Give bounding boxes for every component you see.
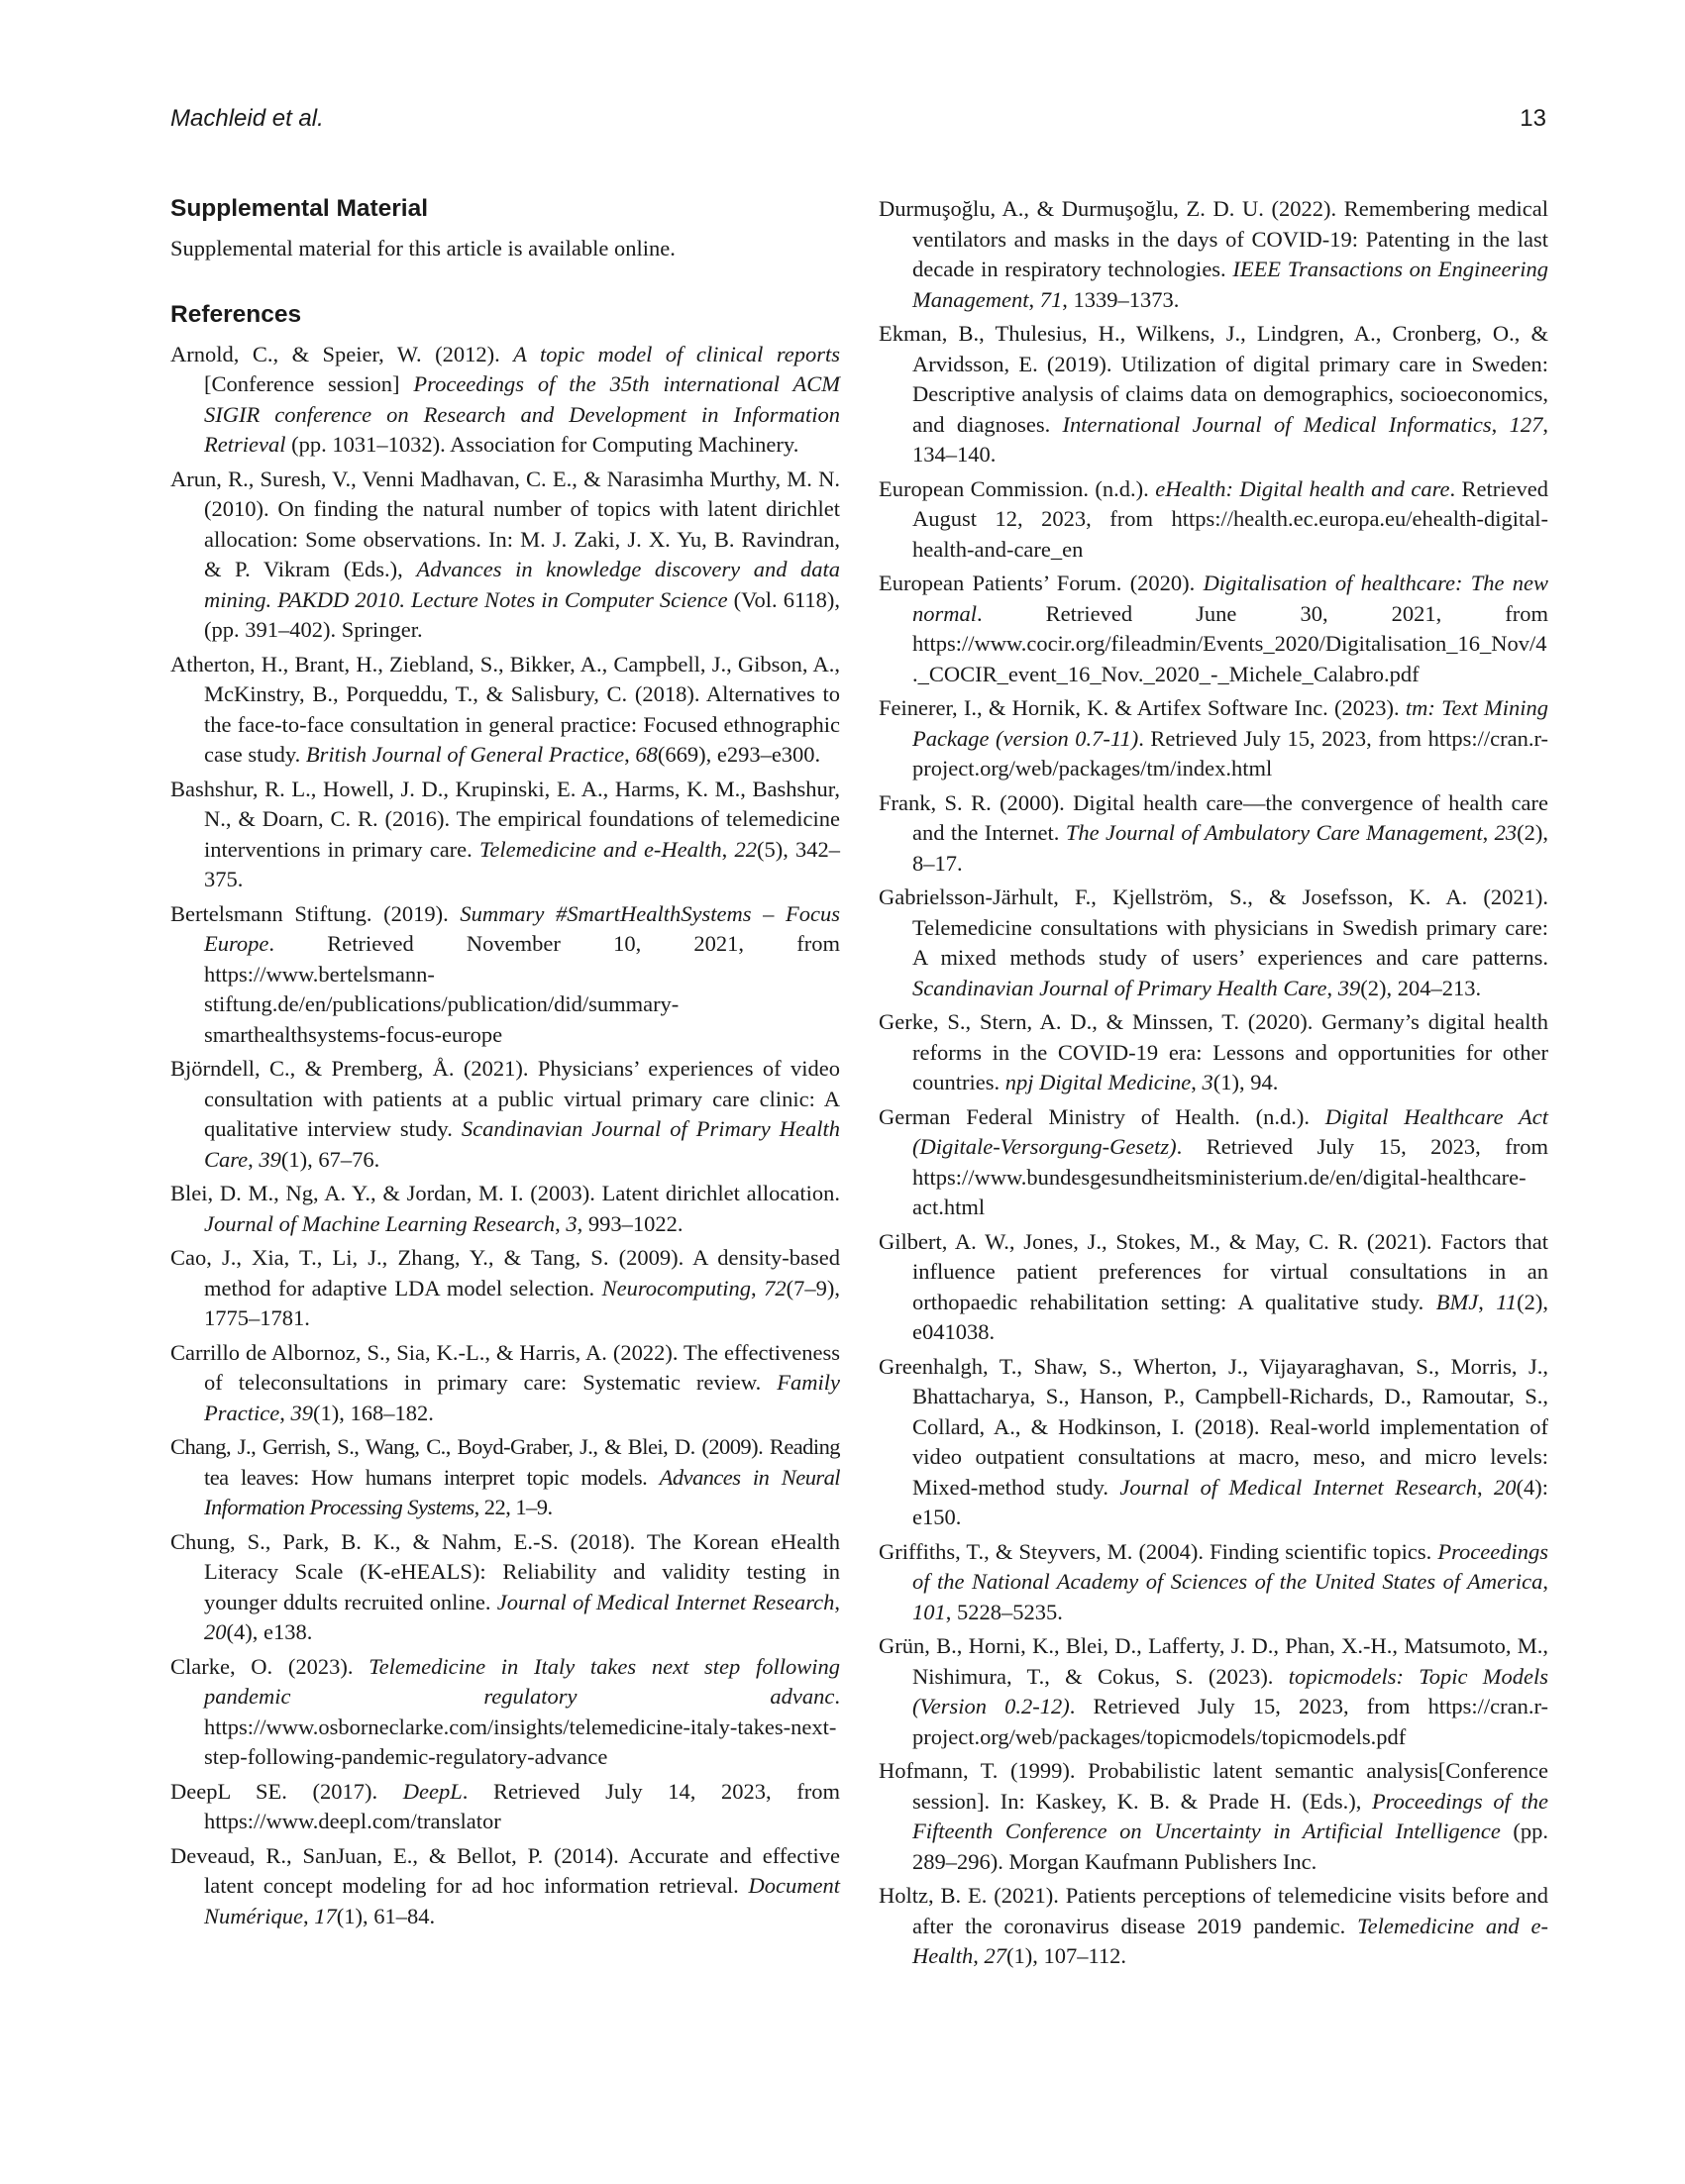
- reference-entry: [879, 1007, 1548, 1098]
- reference-segment: . Retrieved July 14, 2023, from https://www.deepl.com/translator: [204, 1778, 840, 1833]
- reference-segment: , 134–140.: [912, 411, 1548, 467]
- reference-entry: [879, 474, 1548, 566]
- reference-italic-segment: BMJ: [1435, 1289, 1479, 1314]
- reference-segment: ,: [248, 1146, 260, 1172]
- reference-segment: , 5228–5235.: [945, 1599, 1063, 1624]
- reference-entry: [170, 775, 840, 895]
- reference-entry: [879, 1756, 1548, 1877]
- supplemental-heading: Supplemental Material: [170, 195, 429, 222]
- reference-italic-segment: Proceedings of the Fifteenth Conference on Uncertainty in Artificial Intelligence: [912, 1788, 1549, 1843]
- reference-italic-segment: 27: [984, 1943, 1006, 1968]
- reference-italic-segment: Journal of Medical Internet Research: [496, 1589, 835, 1614]
- reference-italic-segment: tm: Text Mining Package (version 0.7-11): [912, 695, 1548, 751]
- reference-italic-segment: 39: [259, 1146, 281, 1172]
- reference-italic-segment: A topic model of clinical reports: [513, 341, 840, 366]
- reference-italic-segment: Advances in knowledge discovery and data mining. PAKDD 2010. Lecture Notes in Computer Science: [204, 557, 840, 612]
- reference-entry: [879, 194, 1548, 315]
- reference-segment: Greenhalgh, T., Shaw, S., Wherton, J., Vijayaraghavan, S., Morris, J., Bhattacharya, S., Hanson, P., Campbell-Richards, D., Ramoutar, S., Collard, A., & Hodkinson, I. (2018). Real-world implementation of video outpatient consultations at macro, meso, and micro levels: Mixed-method study.: [879, 1353, 1548, 1500]
- reference-segment: Ekman, B., Thulesius, H., Wilkens, J., Lindgren, A., Cronberg, O., & Arvidsson, E. (2019). Utilization of digital primary care in Sweden: Descriptive analysis of claims data on demographics, socioeconomics, and diagnoses.: [879, 321, 1548, 437]
- reference-segment: ,: [279, 1400, 291, 1425]
- reference-segment: . Retrieved June 30, 2021, from https://www.cocir.org/fileadmin/Events_2020/Digitalisation_16_Nov/4._COCIR_event_16_Nov._2020_-_Michele_Calabro.pdf: [912, 600, 1548, 686]
- reference-italic-segment: topicmodels: Topic Models (Version 0.2-12): [912, 1663, 1549, 1718]
- reference-italic-segment: 3: [566, 1210, 578, 1236]
- reference-segment: Deveaud, R., SanJuan, E., & Bellot, P. (2014). Accurate and effective latent concept modeling for ad hoc information retrieval.: [170, 1842, 840, 1898]
- reference-segment: Blei, D. M., Ng, A. Y., & Jordan, M. I. (2003). Latent dirichlet allocation.: [170, 1181, 840, 1205]
- reference-italic-segment: Proceedings of the 35th international ACM SIGIR conference on Research and Development in Information Retrieval: [204, 371, 840, 457]
- reference-segment: (pp. 1031–1032). Association for Computing Machinery.: [285, 432, 799, 457]
- reference-entry: [170, 899, 840, 1051]
- reference-entry: [170, 1777, 840, 1837]
- reference-entry: [170, 1432, 840, 1523]
- reference-segment: ,: [973, 1943, 985, 1968]
- reference-entry: [879, 883, 1548, 1003]
- reference-segment: . Retrieved August 12, 2023, from https://health.ec.europa.eu/ehealth-digital-health-and-care_en: [912, 475, 1548, 562]
- reference-entry: [170, 650, 840, 771]
- reference-segment: (1), 168–182.: [312, 1400, 434, 1425]
- reference-italic-segment: Telemedicine and e-Health: [912, 1913, 1548, 1968]
- references-heading: References: [170, 300, 302, 328]
- reference-segment: (pp. 289–296). Morgan Kaufmann Publishers Inc.: [912, 1819, 1548, 1874]
- reference-italic-segment: Proceedings of the National Academy of Sciences of the United States of America: [912, 1538, 1548, 1594]
- reference-segment: (2), 204–213.: [1360, 975, 1482, 1000]
- reference-segment: ,: [1028, 286, 1040, 312]
- reference-entry: [170, 1527, 840, 1648]
- reference-entry: [170, 1841, 840, 1932]
- reference-segment: Frank, S. R. (2000). Digital health care—the convergence of health care and the Internet.: [879, 789, 1548, 845]
- reference-segment: ,: [555, 1210, 567, 1236]
- reference-entry: [170, 1054, 840, 1175]
- reference-entry: [170, 1243, 840, 1334]
- reference-segment: , 1339–1373.: [1062, 286, 1180, 312]
- reference-segment: (669), e293–e300.: [657, 742, 821, 767]
- reference-segment: Gilbert, A. W., Jones, J., Stokes, M., & May, C. R. (2021). Factors that influence patient preferences for virtual consultations in an orthopaedic rehabilitation setting: A qualitative study.: [879, 1228, 1548, 1314]
- reference-italic-segment: 20: [204, 1619, 227, 1644]
- reference-entry: [879, 788, 1548, 880]
- reference-italic-segment: Scandinavian Journal of Primary Health Care: [204, 1116, 841, 1172]
- left-column: [170, 194, 840, 1935]
- reference-segment: ,: [721, 836, 735, 862]
- reference-italic-segment: Telemedicine and e-Health: [478, 836, 722, 862]
- reference-italic-segment: Digital Healthcare Act (Digitale-Versorgung-Gesetz): [912, 1103, 1548, 1159]
- reference-segment: . Retrieved July 15, 2023, from https://www.bundesgesundheitsministerium.de/en/digital-healthcare-act.html: [912, 1134, 1548, 1219]
- reference-segment: Arun, R., Suresh, V., Venni Madhavan, C. E., & Narasimha Murthy, M. N. (2010). On finding the natural number of topics with latent dirichlet allocation: Some observations. In: M. J. Zaki, J. X. Yu, B. Ravindran, & P. Vikram (Eds.),: [170, 466, 840, 581]
- reference-entry: [879, 1881, 1548, 1972]
- reference-segment: , 993–1022.: [577, 1210, 684, 1236]
- reference-entry: [170, 340, 840, 461]
- reference-italic-segment: eHealth: Digital health and care: [1155, 475, 1450, 501]
- reference-italic-segment: Neurocomputing: [601, 1275, 752, 1300]
- running-head: [170, 105, 1546, 145]
- reference-segment: ,: [1491, 411, 1510, 437]
- reference-segment: Gabrielsson-Järhult, F., Kjellström, S., & Josefsson, K. A. (2021). Telemedicine consultations with physicians in Swedish primary care: A mixed methods study of users’ experiences and care patterns.: [879, 884, 1548, 970]
- reference-segment: ,: [1477, 1474, 1494, 1500]
- reference-italic-segment: Digitalisation of healthcare: The new normal: [912, 571, 1548, 626]
- reference-segment: . https://www.osborneclarke.com/insights/telemedicine-italy-takes-next-step-following-pandemic-regulatory-advance: [204, 1684, 840, 1769]
- reference-segment: . Retrieved July 15, 2023, from https://cran.r-project.org/web/packages/tm/index.html: [912, 725, 1548, 780]
- reference-segment: ,: [1482, 820, 1495, 845]
- reference-italic-segment: Journal of Machine Learning Research: [204, 1210, 556, 1236]
- reference-segment: Atherton, H., Brant, H., Ziebland, S., Bikker, A., Campbell, J., Gibson, A., McKinstry, B., Porqueddu, T., & Salisbury, C. (2018). Alternatives to the face-to-face consultation in general practice: Focused ethnographic case study.: [170, 651, 840, 767]
- reference-italic-segment: Summary #SmartHealthSystems – Focus Europe: [204, 900, 840, 956]
- page-number: 13: [1520, 105, 1546, 132]
- reference-entry: [170, 465, 840, 646]
- reference-segment: Grün, B., Horni, K., Blei, D., Lafferty, J. D., Phan, X.-H., Matsumoto, M., Nishimura, T., & Cokus, S. (2023).: [879, 1633, 1548, 1689]
- reference-entry: [879, 693, 1548, 784]
- reference-segment: German Federal Ministry of Health. (n.d.).: [879, 1103, 1325, 1129]
- reference-segment: Holtz, B. E. (2021). Patients perceptions of telemedicine visits before and after the coronavirus disease 2019 pandemic.: [879, 1883, 1548, 1938]
- reference-italic-segment: 39: [1337, 975, 1361, 1000]
- reference-segment: Clarke, O. (2023).: [170, 1653, 369, 1679]
- reference-segment: ,: [1326, 975, 1338, 1000]
- reference-segment: ,: [751, 1275, 765, 1300]
- reference-segment: DeepL SE. (2017).: [170, 1778, 403, 1804]
- reference-segment: European Commission. (n.d.).: [879, 475, 1156, 501]
- reference-segment: European Patients’ Forum. (2020).: [879, 571, 1204, 595]
- reference-entry: [879, 1631, 1548, 1752]
- reference-entry: [879, 1227, 1548, 1348]
- reference-entry: [879, 319, 1548, 470]
- reference-italic-segment: Scandinavian Journal of Primary Health Care: [912, 975, 1327, 1000]
- reference-italic-segment: 17: [314, 1903, 337, 1928]
- reference-italic-segment: Family Practice: [204, 1370, 840, 1425]
- reference-list-left: [170, 340, 840, 1932]
- reference-italic-segment: 127: [1509, 411, 1543, 437]
- reference-segment: Durmuşoğlu, A., & Durmuşoğlu, Z. D. U. (2022). Remembering medical ventilators and masks in the days of COVID-19: Patenting in the last decade in respiratory technologies.: [879, 196, 1548, 281]
- reference-entry: [879, 1352, 1548, 1533]
- reference-entry: [879, 569, 1548, 689]
- reference-entry: [879, 1537, 1548, 1628]
- reference-segment: Cao, J., Xia, T., Li, J., Zhang, Y., & Tang, S. (2009). A density-based method for adaptive LDA model selection.: [170, 1245, 840, 1300]
- reference-segment: [Conference session]: [204, 371, 414, 396]
- reference-entry: [170, 1338, 840, 1429]
- reference-italic-segment: DeepL: [402, 1778, 463, 1804]
- reference-segment: Björndell, C., & Premberg, Å. (2021). Physicians’ experiences of video consultation with patients at a public virtual primary care clinic: A qualitative interview study.: [170, 1056, 840, 1141]
- reference-segment: Hofmann, T. (1999). Probabilistic latent semantic analysis[Conference session]. In: Kaskey, K. B. & Prade H. (Eds.),: [879, 1758, 1548, 1814]
- reference-segment: Griffiths, T., & Steyvers, M. (2004). Finding scientific topics.: [879, 1538, 1438, 1564]
- reference-italic-segment: 68: [635, 742, 658, 767]
- reference-segment: . Retrieved November 10, 2021, from https://www.bertelsmann-stiftung.de/en/publications/publication/did/summary-smarthealthsystems-focus-europe: [204, 931, 840, 1047]
- reference-italic-segment: 39: [290, 1400, 313, 1425]
- reference-segment: ,: [303, 1903, 315, 1928]
- reference-segment: (4), e138.: [226, 1619, 313, 1644]
- reference-segment: Feinerer, I., & Hornik, K. & Artifex Software Inc. (2023).: [879, 695, 1406, 720]
- reference-list-right: [879, 194, 1548, 1972]
- reference-italic-segment: npj Digital Medicine: [1004, 1070, 1192, 1094]
- reference-segment: ,: [624, 742, 636, 767]
- reference-italic-segment: British Journal of General Practice: [305, 742, 625, 767]
- right-column: [879, 194, 1548, 1976]
- reference-segment: Chang, J., Gerrish, S., Wang, C., Boyd-Graber, J., & Blei, D. (2009). Reading tea leaves: How humans interpret topic models.: [170, 1434, 840, 1490]
- supplemental-text: Supplemental material for this article is available online.: [170, 236, 676, 260]
- reference-italic-segment: 11: [1496, 1289, 1518, 1314]
- reference-segment: (Vol. 6118), (pp. 391–402). Springer.: [204, 586, 840, 642]
- reference-segment: Bertelsmann Stiftung. (2019).: [170, 900, 461, 926]
- reference-segment: . Retrieved July 15, 2023, from https://cran.r-project.org/web/packages/topicmodels/topicmodels.pdf: [912, 1694, 1548, 1749]
- reference-italic-segment: 20: [1494, 1474, 1517, 1500]
- reference-segment: Carrillo de Albornoz, S., Sia, K.-L., & Harris, A. (2022). The effectiveness of teleconsultations in primary care: Systematic review.: [170, 1339, 840, 1395]
- reference-italic-segment: Telemedicine in Italy takes next step following pandemic regulatory advanc: [204, 1653, 840, 1709]
- reference-segment: (5), 342–375.: [204, 836, 840, 891]
- reference-segment: (2), 8–17.: [912, 820, 1549, 876]
- reference-italic-segment: Journal of Medical Internet Research: [1119, 1474, 1478, 1500]
- reference-italic-segment: 101: [912, 1599, 946, 1624]
- reference-segment: Bashshur, R. L., Howell, J. D., Krupinski, E. A., Harms, K. M., Bashshur, N., & Doarn, C. R. (2016). The empirical foundations of telemedicine interventions in primary care.: [170, 776, 840, 862]
- reference-segment: ,: [1478, 1289, 1497, 1314]
- reference-segment: (1), 107–112.: [1006, 1943, 1127, 1968]
- reference-italic-segment: Advances in Neural Information Processing Systems: [204, 1464, 840, 1519]
- reference-entry: [170, 1652, 840, 1773]
- reference-italic-segment: The Journal of Ambulatory Care Management: [1065, 820, 1483, 845]
- reference-italic-segment: 72: [764, 1275, 787, 1300]
- running-head-authors: Machleid et al.: [170, 105, 324, 132]
- reference-segment: ,: [834, 1589, 840, 1614]
- reference-segment: (1), 67–76.: [280, 1146, 380, 1172]
- reference-segment: ,: [1191, 1070, 1203, 1094]
- reference-entry: [879, 1102, 1548, 1223]
- reference-italic-segment: Document Numérique: [204, 1873, 840, 1928]
- reference-segment: Arnold, C., & Speier, W. (2012).: [170, 341, 514, 366]
- reference-segment: , 22, 1–9.: [474, 1495, 553, 1519]
- reference-italic-segment: International Journal of Medical Informatics: [1062, 411, 1492, 437]
- reference-segment: (1), 61–84.: [336, 1903, 436, 1928]
- reference-segment: (1), 94.: [1212, 1070, 1279, 1094]
- reference-italic-segment: 3: [1202, 1070, 1213, 1094]
- reference-segment: (7–9), 1775–1781.: [204, 1275, 840, 1330]
- reference-segment: ,: [1542, 1569, 1548, 1594]
- reference-segment: Chung, S., Park, B. K., & Nahm, E.-S. (2018). The Korean eHealth Literacy Scale (K-eHEALS): Reliability and validity testing in younger ddults recruited online.: [170, 1528, 840, 1614]
- reference-italic-segment: 23: [1494, 820, 1518, 845]
- reference-segment: (2), e041038.: [912, 1289, 1548, 1344]
- reference-segment: (4): e150.: [912, 1474, 1548, 1529]
- reference-segment: Gerke, S., Stern, A. D., & Minssen, T. (2020). Germany’s digital health reforms in the COVID-19 era: Lessons and opportunities for other countries.: [879, 1009, 1548, 1094]
- reference-italic-segment: 71: [1039, 286, 1063, 312]
- reference-entry: [170, 1179, 840, 1239]
- reference-italic-segment: 22: [734, 836, 757, 862]
- reference-italic-segment: IEEE Transactions on Engineering Management: [912, 257, 1548, 312]
